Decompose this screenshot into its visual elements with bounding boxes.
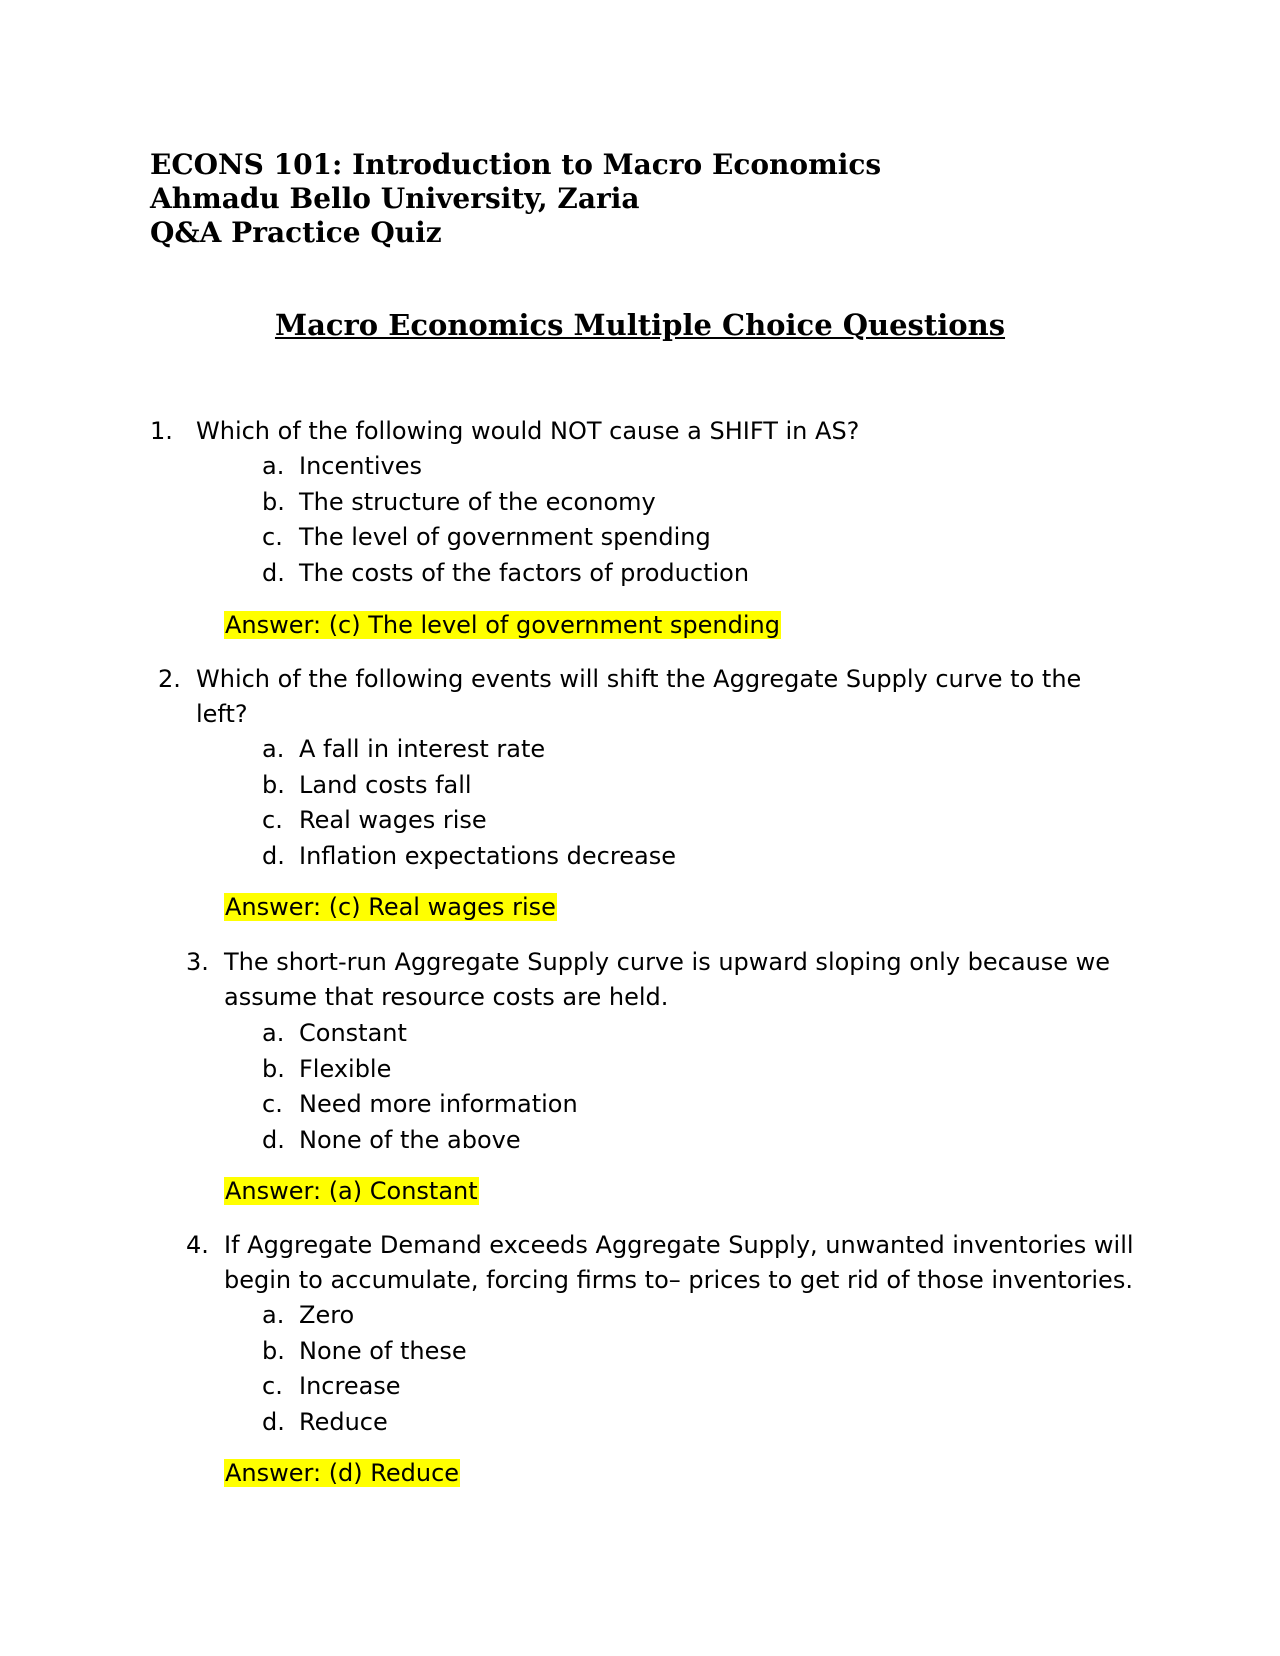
answer-highlight: Answer: (a) Constant [225, 1177, 478, 1205]
section-title: Macro Economics Multiple Choice Questions [274, 308, 1006, 342]
answer-4 [224, 1457, 460, 1490]
question-number: 1. [150, 417, 173, 445]
question-text: Which of the following events will shift the Aggregate Supply curve to the [196, 665, 1082, 693]
question-number: 3. [186, 948, 209, 976]
document-header [150, 148, 881, 250]
question-number: 4. [186, 1231, 209, 1259]
answer-1 [224, 609, 781, 642]
document-page: ECONS 101: Introduction to Macro Economics Ahmadu Bello University, Zaria Q&A Practice Quiz Macro Economics Multiple Choice Questions 1. Which of the following would NOT cause a SHIFT in AS? a. Incentives b. The structure of the economy c. The level of government spending d. The costs of the factors of production Answer: (c) The level of government spending 2. Which of the following events will shift the Aggregate Supply curve to the left? a. A fall in interest rate b. Land costs fall c. Real wages rise d. Inflation expectations decrease Answer: (c) Real wages rise 3. The short-run Aggregate Supply curve is upward sloping only because we assume that resource costs are held. a. Constant b. Flexible c. Need more information d. None of the above Answer: (a) Constant 4. If Aggregate Demand exceeds Aggregate Supply, unwanted inventories will begin to accumulate, forcing firms to– prices to get rid of those inventories. a. Zero b. None of these c. Increase d. Reduce Answer: (d) Reduce [0, 0, 1280, 1656]
question-number: 2. [158, 665, 181, 693]
answer-2 [224, 891, 557, 924]
question-text-line-2: left? [196, 700, 248, 728]
answer-highlight: Answer: (c) The level of government spending [225, 611, 780, 639]
question-text: If Aggregate Demand exceeds Aggregate Supply, unwanted inventories will [224, 1231, 1134, 1259]
question-text-line-2: assume that resource costs are held. [224, 983, 669, 1011]
course-title: ECONS 101: Introduction to Macro Economics [150, 148, 882, 181]
quiz-title: Q&A Practice Quiz [150, 216, 442, 249]
question-text: The short-run Aggregate Supply curve is upward sloping only because we [224, 948, 1111, 976]
question-text: Which of the following would NOT cause a SHIFT in AS? [196, 417, 860, 445]
answer-highlight: Answer: (c) Real wages rise [225, 893, 556, 921]
answer-3 [224, 1175, 479, 1208]
answer-highlight: Answer: (d) Reduce [225, 1459, 460, 1487]
question-text-line-2: begin to accumulate, forcing firms to– prices to get rid of those inventories. [224, 1266, 1133, 1294]
university-name: Ahmadu Bello University, Zaria [150, 182, 640, 215]
